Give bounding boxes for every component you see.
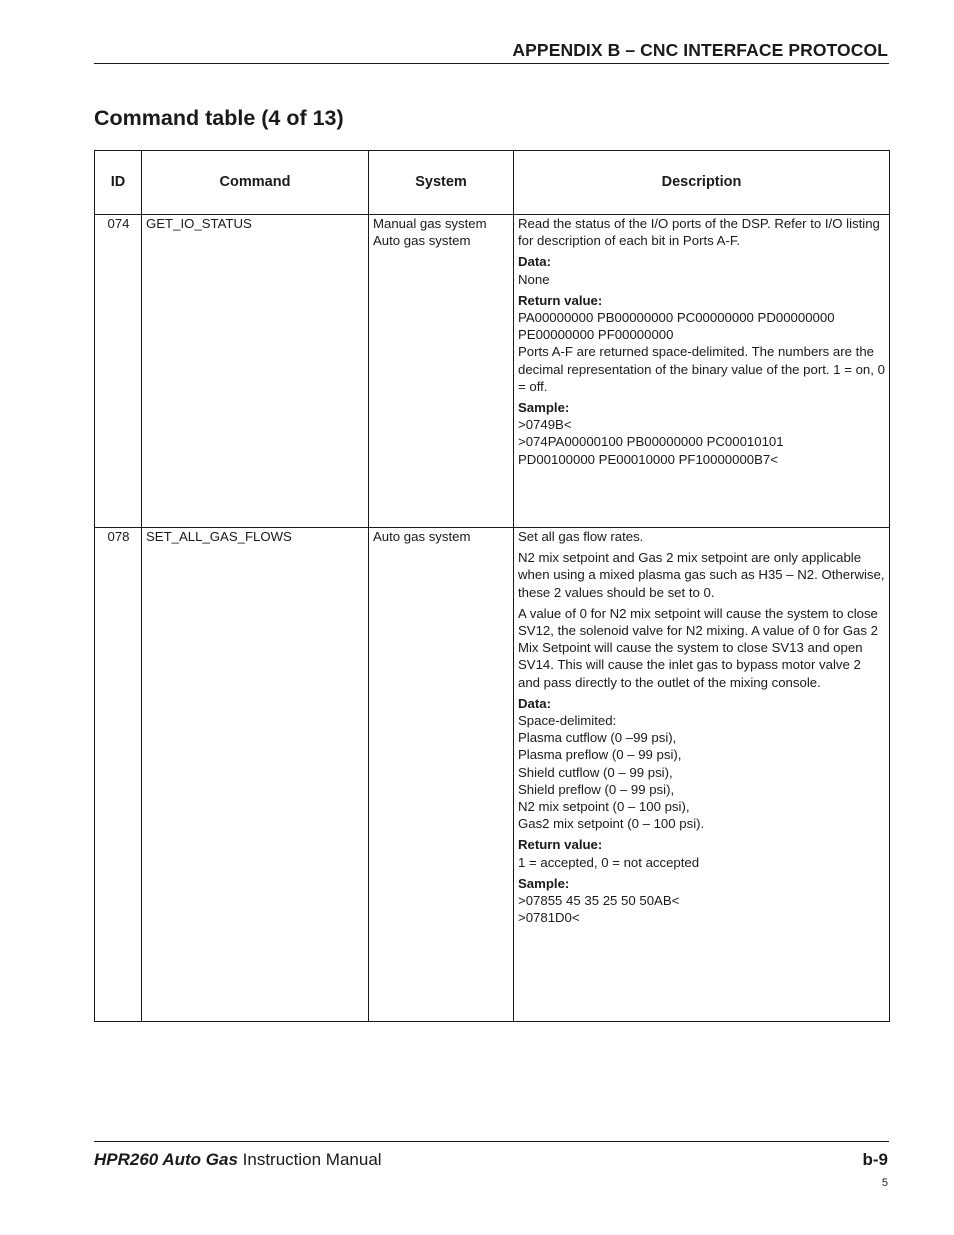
data-line: Plasma cutflow (0 –99 psi),	[518, 730, 677, 746]
command-id: 078	[95, 528, 142, 1022]
command-name: GET_IO_STATUS	[142, 215, 369, 528]
data-line: Shield preflow (0 – 99 psi),	[518, 781, 675, 797]
data-line: Shield cutflow (0 – 99 psi),	[518, 764, 673, 780]
sample-line: >074PA00000100 PB00000000 PC00010101	[518, 434, 784, 450]
return-value-label: Return value:	[518, 837, 603, 853]
column-header-id: ID	[95, 151, 142, 215]
footer-product-name: HPR260 Auto Gas	[94, 1150, 238, 1169]
system-line: Manual gas system	[373, 216, 487, 231]
page-title: Command table (4 of 13)	[94, 106, 344, 130]
data-line: N2 mix setpoint (0 – 100 psi),	[518, 799, 690, 815]
sample-line: >0781D0<	[518, 910, 580, 926]
description-note: A value of 0 for N2 mix setpoint will cause the system to close SV12, the solenoid valve for N2 mixing. A value of 0 for Gas 2 Mix Setpoint will cause the system to close SV13 and open SV14. This will cause the inlet gas to bypass motor valve 2 and pass directly to the outlet of the mixing console.	[518, 605, 878, 690]
data-label: Data:	[518, 695, 551, 711]
command-id: 074	[95, 215, 142, 528]
data-line: None	[518, 271, 550, 287]
data-line: Gas2 mix setpoint (0 – 100 psi).	[518, 816, 705, 832]
return-value-line: PA00000000 PB00000000 PC00000000 PD00000000	[518, 310, 835, 326]
return-value-line: PE00000000 PF00000000	[518, 327, 674, 343]
system-line: Auto gas system	[373, 233, 471, 249]
sheet-number: 5	[881, 1177, 888, 1189]
description-intro: Read the status of the I/O ports of the DSP. Refer to I/O listing for description of each bit in Ports A-F.	[518, 216, 880, 249]
footer-page-number: b-9	[862, 1150, 888, 1169]
data-line: Plasma preflow (0 – 99 psi),	[518, 747, 682, 763]
sample-label: Sample:	[518, 875, 570, 891]
data-label: Data:	[518, 254, 551, 270]
description-note: N2 mix setpoint and Gas 2 mix setpoint are only applicable when using a mixed plasma gas such as H35 – N2. Otherwise, these 2 values should be set to 0.	[518, 550, 885, 600]
command-name: SET_ALL_GAS_FLOWS	[142, 528, 369, 1022]
return-value-note: Ports A-F are returned space-delimited. The numbers are the decimal representation of the binary value of the port. 1 = on, 0 = off.	[518, 344, 885, 394]
description-cell	[514, 528, 890, 1022]
description-intro: Set all gas flow rates.	[518, 529, 644, 544]
description-cell	[514, 215, 890, 528]
appendix-header-title: APPENDIX B – CNC INTERFACE PROTOCOL	[512, 40, 888, 60]
table-row	[95, 528, 890, 1022]
table-header-row	[95, 151, 890, 215]
system-line: Auto gas system	[373, 529, 471, 544]
column-header-system: System	[369, 151, 514, 215]
return-value-line: 1 = accepted, 0 = not accepted	[518, 854, 700, 870]
sample-line: >07855 45 35 25 50 50AB<	[518, 893, 680, 909]
system-cell	[369, 528, 514, 1022]
table-row	[95, 215, 890, 528]
footer-divider	[94, 1141, 889, 1142]
column-header-command: Command	[142, 151, 369, 215]
column-header-description: Description	[514, 151, 890, 215]
data-line: Space-delimited:	[518, 713, 617, 729]
footer-manual-title	[94, 1150, 382, 1170]
sample-label: Sample:	[518, 400, 570, 416]
system-cell	[369, 215, 514, 528]
return-value-label: Return value:	[518, 292, 603, 308]
footer-manual-label: Instruction Manual	[237, 1150, 382, 1169]
command-table	[94, 150, 890, 1022]
sample-line: >0749B<	[518, 417, 572, 433]
header-divider	[94, 63, 889, 64]
sample-line: PD00100000 PE00010000 PF10000000B7<	[518, 451, 778, 467]
